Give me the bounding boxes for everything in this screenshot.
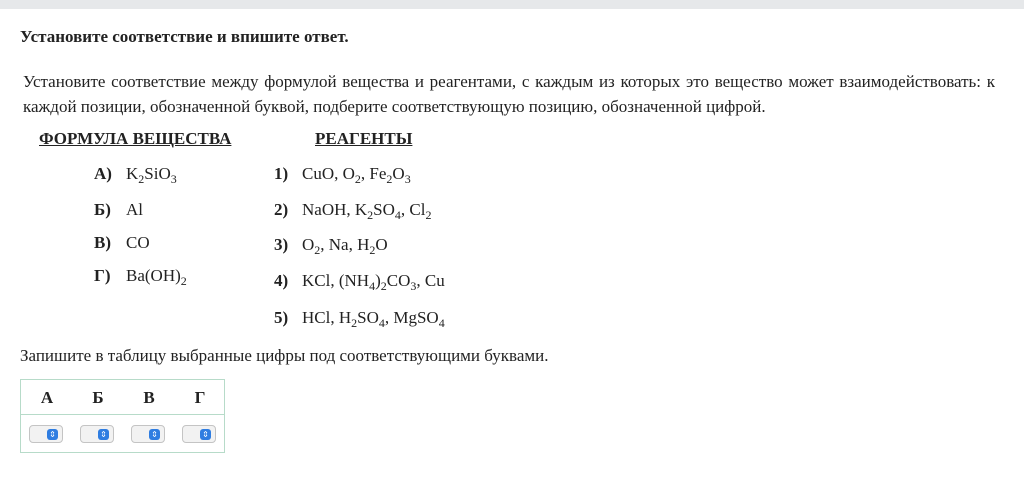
formula-label: Б) xyxy=(94,200,111,219)
answer-select-g[interactable] xyxy=(182,425,216,443)
formula-value: CO xyxy=(126,233,150,252)
answer-select-a[interactable] xyxy=(29,425,63,443)
answer-header-v: В xyxy=(143,388,155,407)
reagent-value: KCl, $(NH_4)_2CO_3$, Cu xyxy=(302,271,445,293)
answer-table-header xyxy=(21,380,224,415)
select-arrows-icon: ⇕ xyxy=(98,429,109,440)
formula-label: Г) xyxy=(94,266,111,285)
formula-value: $K_2SiO_3$ xyxy=(126,164,177,186)
select-arrows-icon: ⇕ xyxy=(47,429,58,440)
task-text: Установите соответствие между формулой вещества и реагентами, с каждым из которых это вещество может взаимодействовать: к каждой позиции, обозначенной буквой, подберите соответствующую позицию, обозначенной цифрой. xyxy=(23,72,995,116)
reagents-column-header: РЕАГЕНТЫ xyxy=(315,129,413,148)
reagent-label: 3) xyxy=(274,235,289,254)
answer-header-a: А xyxy=(40,388,54,407)
reagent-label: 2) xyxy=(274,200,289,219)
formula-label: А) xyxy=(94,164,112,183)
formula-label: В) xyxy=(94,233,111,252)
reagent-value: HCl, $H_2SO_4$, MgSO$_4$ xyxy=(302,308,445,330)
answer-select-b[interactable] xyxy=(80,425,114,443)
formula-value: $Ba(OH)_2$ xyxy=(126,266,187,288)
task-title: Установите соответствие и впишите ответ. xyxy=(20,27,349,46)
top-bar xyxy=(0,0,1024,9)
answer-table xyxy=(20,379,225,453)
select-arrows-icon: ⇕ xyxy=(149,429,160,440)
reagent-label: 5) xyxy=(274,308,289,327)
answer-header-g: Г xyxy=(194,388,206,407)
answer-instruction: Запишите в таблицу выбранные цифры под соответствующими буквами. xyxy=(20,346,549,365)
answer-header-b: Б xyxy=(92,388,104,407)
reagent-value: CuO, $O_2$, $Fe_2O_3$ xyxy=(302,164,411,186)
formula-column-header: ФОРМУЛА ВЕЩЕСТВА xyxy=(39,129,232,148)
reagent-value: NaOH, $K_2SO_4$, $Cl_2$ xyxy=(302,200,432,222)
formula-value: Al xyxy=(126,200,143,219)
reagent-label: 1) xyxy=(274,164,289,183)
select-arrows-icon: ⇕ xyxy=(200,429,211,440)
reagent-value: $O_2$, Na, $H_2O$ xyxy=(302,235,388,257)
answer-select-v[interactable] xyxy=(131,425,165,443)
reagent-label: 4) xyxy=(274,271,289,290)
